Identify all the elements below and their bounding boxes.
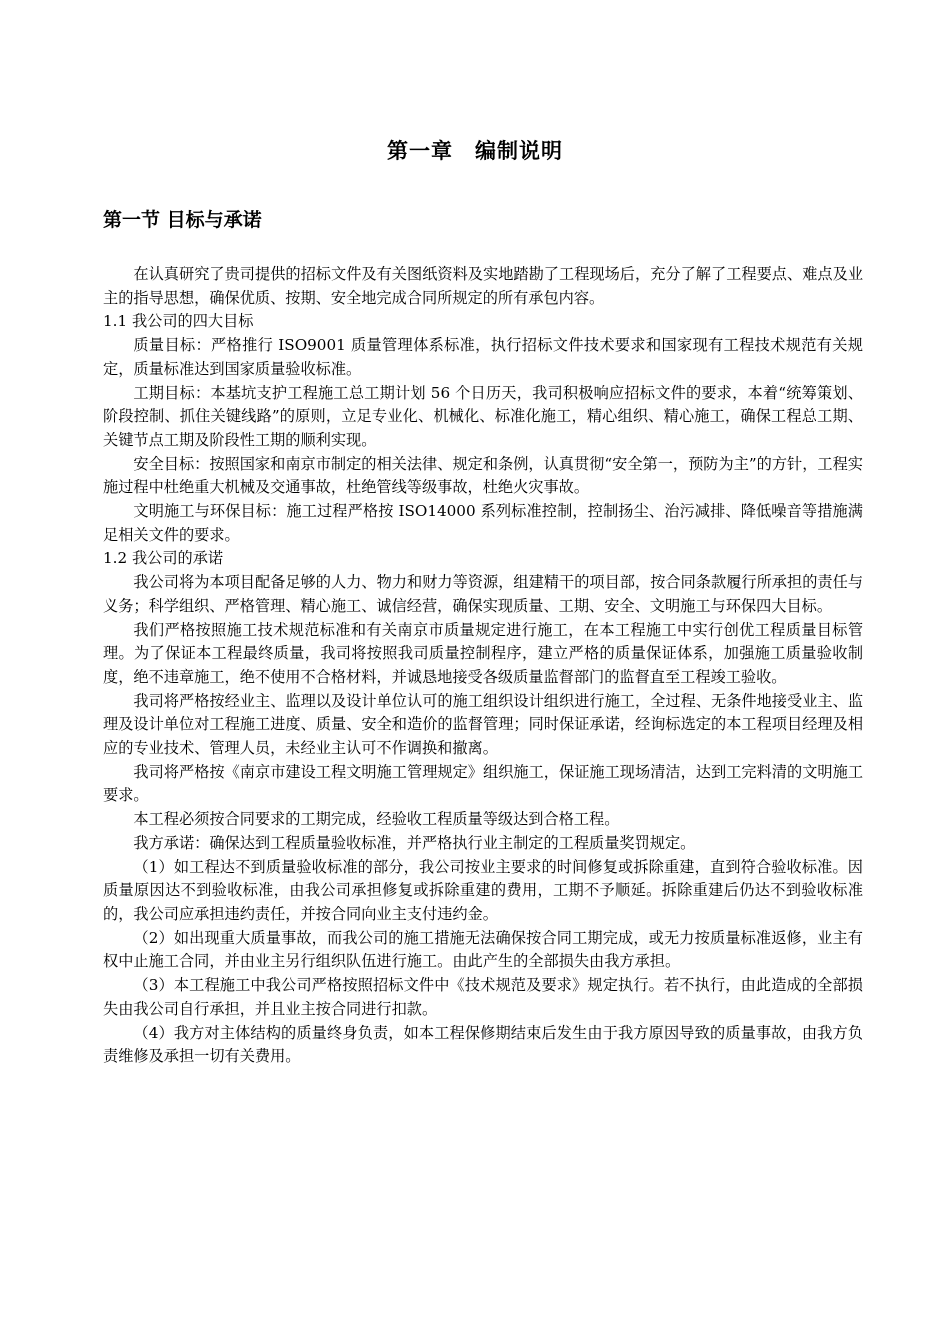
paragraph: （1）如工程达不到质量验收标准的部分，我公司按业主要求的时间修复或拆除重建，直到符合验收标准。因质量原因达不到验收标准，由我公司承担修复或拆除重建的费用，工期不予顺延。拆除重建后仍达不到验收标准的，我公司应承担违约责任，并按合同向业主支付违约金。 xyxy=(103,857,863,923)
paragraph: 我方承诺：确保达到工程质量验收标准，并严格执行业主制定的工程质量奖罚规定。 xyxy=(133,833,696,852)
paragraph: （3）本工程施工中我公司严格按照招标文件中《技术规范及要求》规定执行。若不执行，由此造成的全部损失由我公司自行承担，并且业主按合同进行扣款。 xyxy=(103,976,863,1018)
paragraph: 工期目标：本基坑支护工程施工总工期计划 56 个日历天，我司积极响应招标文件的要求，本着“统筹策划、阶段控制、抓住关键线路”的原则，立足专业化、机械化、标准化施工，精心组织、精心施工，确保工程总工期、关键节点工期及阶段性工期的顺利实现。 xyxy=(103,383,863,449)
paragraph: 本工程必须按合同要求的工期完成，经验收工程质量等级达到合格工程。 xyxy=(133,810,620,829)
paragraph: （4）我方对主体结构的质量终身负责，如本工程保修期结束后发生由于我方原因导致的质量事故，由我方负责维修及承担一切有关费用。 xyxy=(103,1023,863,1066)
paragraph: 文明施工与环保目标：施工过程严格按 ISO14000 系列标准控制，控制扬尘、治污减排、降低噪音等措施满足相关文件的要求。 xyxy=(103,502,863,544)
subsection-heading: 1.1 我公司的四大目标 xyxy=(103,312,254,331)
section-title: 第一节 目标与承诺 xyxy=(103,209,262,231)
chapter-title: 第一章 编制说明 xyxy=(387,138,563,163)
paragraph: 安全目标：按照国家和南京市制定的相关法律、规定和条例，认真贯彻“安全第一，预防为主”的方针，工程实施过程中杜绝重大机械及交通事故，杜绝管线等级事故，杜绝火灾事故。 xyxy=(103,454,863,497)
subsection-heading: 1.2 我公司的承诺 xyxy=(103,549,224,568)
paragraph: 我公司将为本项目配备足够的人力、物力和财力等资源，组建精干的项目部，按合同条款履行所承担的责任与义务；科学组织、严格管理、精心施工、诚信经营，确保实现质量、工期、安全、文明施工与环保四大目标。 xyxy=(103,573,863,615)
paragraph: 在认真研究了贵司提供的招标文件及有关图纸资料及实地踏勘了工程现场后，充分了解了工程要点、难点及业主的指导思想，确保优质、按期、安全地完成合同所规定的所有承包内容。 xyxy=(103,265,863,307)
paragraph: 质量目标：严格推行 ISO9001 质量管理体系标准，执行招标文件技术要求和国家现有工程技术规范有关规定，质量标准达到国家质量验收标准。 xyxy=(103,336,863,378)
document-body xyxy=(103,263,863,1069)
paragraph: 我们严格按照施工技术规范标准和有关南京市质量规定进行施工，在本工程施工中实行创优工程质量目标管理。为了保证本工程最终质量，我司将按照我司质量控制程序，建立严格的质量保证体系，加强施工质量验收制度，绝不违章施工，绝不使用不合格材料，并诚恳地接受各级质量监督部门的监督直至工程竣工验收。 xyxy=(103,620,863,686)
paragraph: 我司将严格按经业主、监理以及设计单位认可的施工组织设计组织进行施工，全过程、无条件地接受业主、监理及设计单位对工程施工进度、质量、安全和造价的监督管理；同时保证承诺，经询标选定的本工程项目经理及相应的专业技术、管理人员，未经业主认可不作调换和撤离。 xyxy=(103,691,863,758)
paragraph: （2）如出现重大质量事故，而我公司的施工措施无法确保按合同工期完成，或无力按质量标准返修，业主有权中止施工合同，并由业主另行组织队伍进行施工。由此产生的全部损失由我方承担。 xyxy=(103,928,863,971)
paragraph: 我司将严格按《南京市建设工程文明施工管理规定》组织施工，保证施工现场清洁，达到工完料清的文明施工要求。 xyxy=(103,762,863,805)
